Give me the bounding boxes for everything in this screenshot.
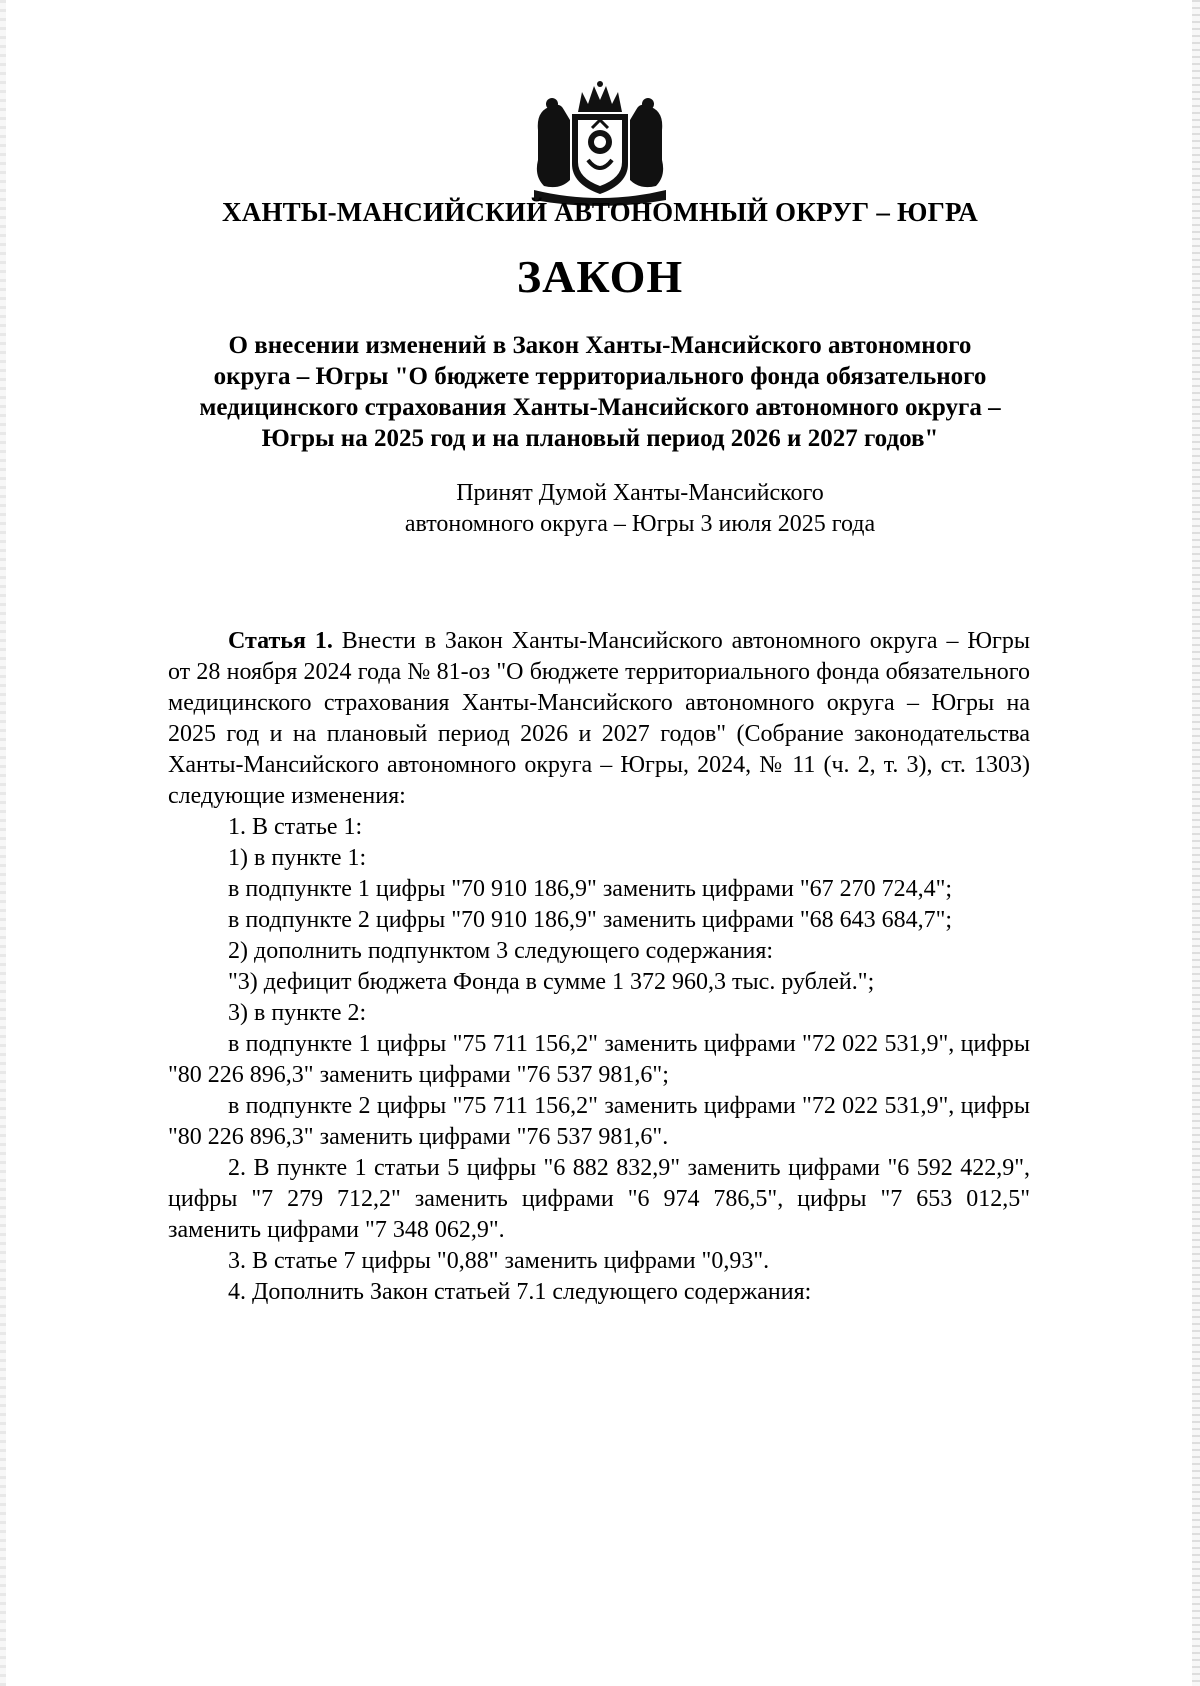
- law-subject: [150, 330, 1050, 454]
- article-item: 3) в пункте 2:: [228, 1000, 367, 1026]
- region-title: ХАНТЫ-МАНСИЙСКИЙ АВТОНОМНЫЙ ОКРУГ – ЮГРА: [222, 197, 978, 227]
- article-item: "3) дефицит бюджета Фонда в сумме 1 372 960,3 тыс. рублей.";: [228, 969, 875, 995]
- article-item: 2) дополнить подпунктом 3 следующего содержания:: [228, 938, 774, 964]
- law-subject-line: округа – Югры "О бюджете территориального фонда обязательного: [213, 363, 987, 390]
- article-item: в подпункте 1 цифры "70 910 186,9" заменить цифрами "67 270 724,4";: [228, 876, 953, 902]
- law-subject-line: медицинского страхования Ханты-Мансийского автономного округа –: [199, 394, 1001, 421]
- article-intro: [168, 626, 1030, 812]
- article-item: 2. В пункте 1 статьи 5 цифры "6 882 832,9" заменить цифрами "6 592 422,9", цифры "7 279 712,2" заменить цифрами "6 974 786,5", цифры "7 653 012,5" заменить цифрами "7 348 062,9".: [168, 1155, 1030, 1243]
- law-subject-line: О внесении изменений в Закон Ханты-Мансийского автономного: [228, 332, 972, 359]
- article-item: 1) в пункте 1:: [228, 845, 367, 871]
- article-item: 4. Дополнить Закон статьей 7.1 следующего содержания:: [228, 1279, 812, 1305]
- coat-of-arms-icon: [530, 80, 670, 210]
- article-item: 3. В статье 7 цифры "0,88" заменить цифрами "0,93".: [228, 1248, 770, 1274]
- article-item: 1. В статье 1:: [228, 814, 363, 840]
- article-intro-text: Внести в Закон Ханты-Мансийского автономного округа – Югры от 28 ноября 2024 года № 81-оз "О бюджете территориального фонда обязательного медицинского страхования Ханты-Мансийского автономного округа – Югры на 2025 год и на плановый период 2026 и 2027 годов" (Собрание законодательства Ханты-Мансийского автономного округа – Югры, 2024, № 11 (ч. 2, т. 3), ст. 1303) следующие изменения:: [168, 628, 1030, 809]
- adoption-note-line: Принят Думой Ханты-Мансийского: [456, 480, 824, 506]
- article-item: в подпункте 1 цифры "75 711 156,2" заменить цифрами "72 022 531,9", цифры "80 226 896,3" заменить цифрами "76 537 981,6";: [168, 1031, 1030, 1088]
- law-subject-line: Югры на 2025 год и на плановый период 2026 и 2027 годов": [261, 425, 939, 452]
- adoption-note-line: автономного округа – Югры 3 июля 2025 года: [404, 511, 876, 537]
- document-type-title: ЗАКОН: [516, 251, 684, 302]
- article-item: в подпункте 2 цифры "75 711 156,2" заменить цифрами "72 022 531,9", цифры "80 226 896,3" заменить цифрами "76 537 981,6".: [168, 1093, 1030, 1150]
- article-item: в подпункте 2 цифры "70 910 186,9" заменить цифрами "68 643 684,7";: [228, 907, 953, 933]
- article-label: Статья 1.: [228, 628, 333, 654]
- adoption-note: [300, 478, 980, 540]
- article-body: [168, 626, 1030, 1308]
